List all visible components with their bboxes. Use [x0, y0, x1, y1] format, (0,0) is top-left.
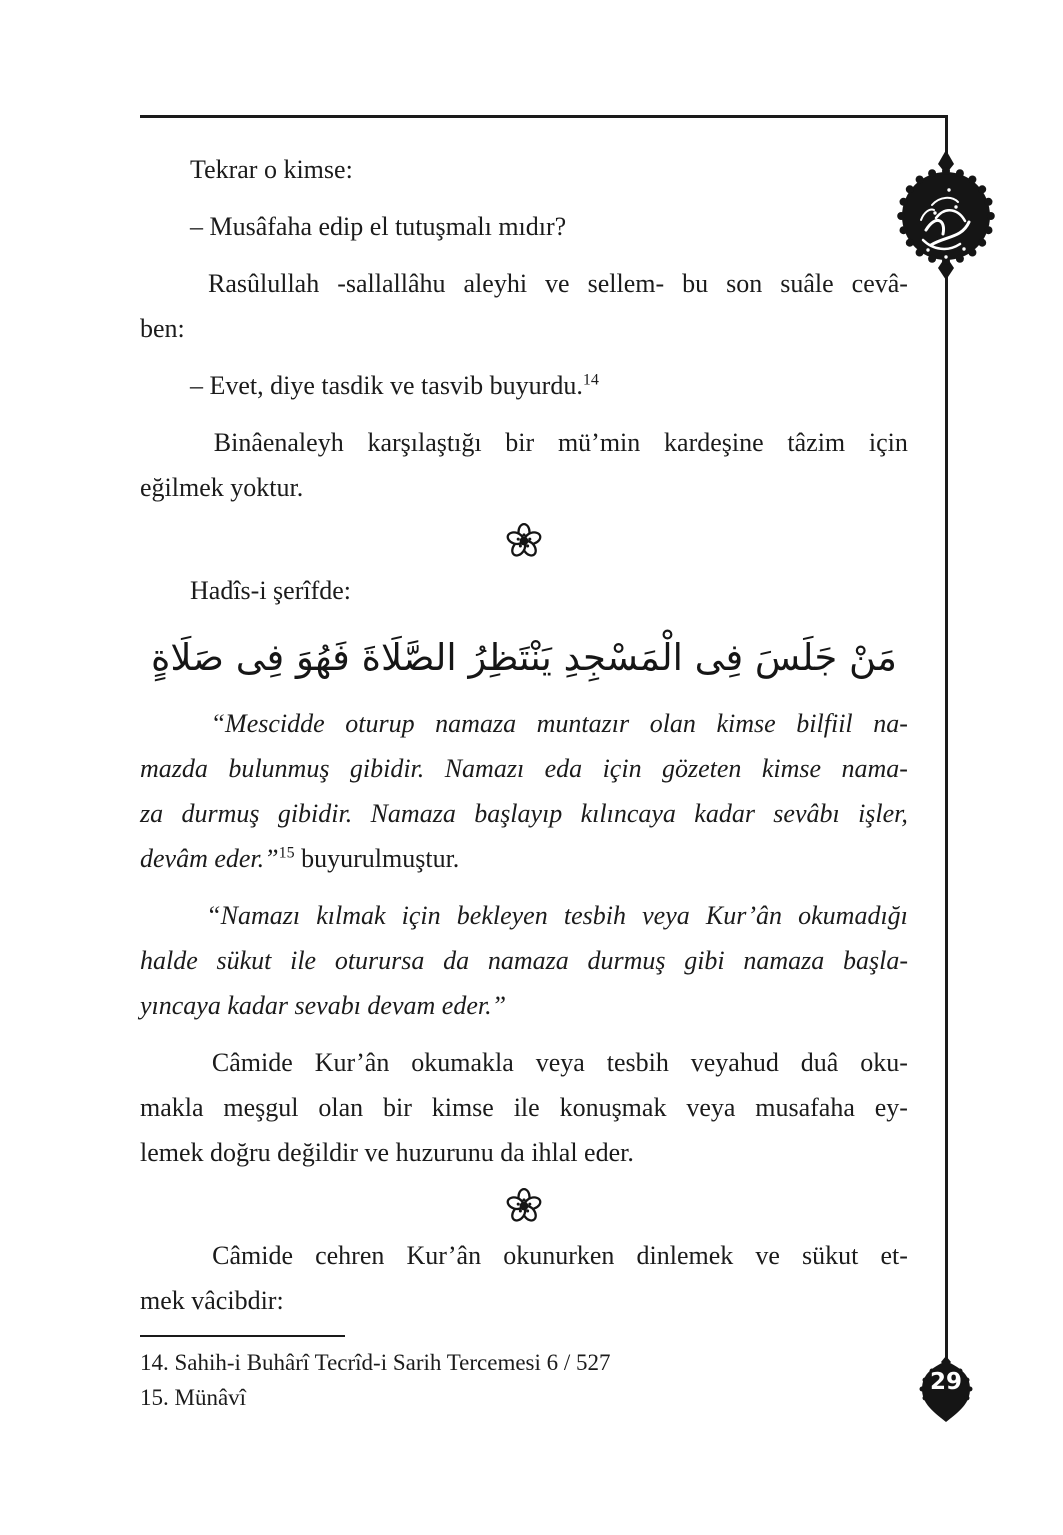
word: duâ [800, 1048, 839, 1077]
word: oturup [345, 709, 415, 738]
word: veya [686, 1093, 736, 1122]
word: eda [544, 754, 583, 783]
page-number-badge [917, 1356, 975, 1422]
word: “Mescidde [210, 709, 325, 738]
word: için [602, 754, 642, 783]
word: sükut [216, 946, 272, 975]
text-line [140, 746, 908, 791]
word: muntazır [536, 709, 630, 738]
word: Kur’ân [314, 1048, 390, 1077]
word: bilfiil [796, 709, 853, 738]
word: tâzim [787, 428, 846, 457]
word: bir [505, 428, 535, 457]
word: za [140, 799, 164, 828]
paragraph [140, 1040, 908, 1175]
text-column [140, 117, 908, 1415]
text-line: devâm eder.”$^{15}$ buyurulmuştur. [140, 844, 460, 873]
word: gibidir. [277, 799, 353, 828]
word: sevâbı [773, 799, 840, 828]
florette-icon [140, 522, 908, 560]
text-line [140, 938, 908, 983]
word: karşılaştığı [367, 428, 482, 457]
text-line: mek vâcibdir: [140, 1286, 284, 1315]
word: -sallallâhu [337, 269, 446, 298]
word: durmuş [587, 946, 666, 975]
word: konuşmak [559, 1093, 667, 1122]
word: cevâ- [851, 269, 908, 298]
word: kimse [431, 1093, 494, 1122]
text-line: eğilmek yoktur. [140, 473, 304, 502]
word: tesbih [606, 1048, 669, 1077]
word: et- [880, 1241, 908, 1270]
word: veyahud [690, 1048, 779, 1077]
text-line: – Musâfaha edip el tutuşmalı mıdır? [190, 212, 567, 241]
word: ile [290, 946, 317, 975]
paragraph [140, 1233, 908, 1323]
text-line [140, 1040, 908, 1085]
text-line [140, 1085, 908, 1130]
word: meşgul [223, 1093, 299, 1122]
paragraph [140, 147, 908, 192]
word: Kur’ân [705, 901, 782, 930]
word: ile [513, 1093, 540, 1122]
text-line [140, 893, 908, 938]
word: kılmak [316, 901, 386, 930]
paragraph [140, 568, 908, 613]
word: kimse [716, 709, 776, 738]
word: kimse [761, 754, 822, 783]
text-line [140, 791, 908, 836]
word: kadar [694, 799, 755, 828]
text-line: yıncaya kadar sevabı devam eder.” [140, 991, 507, 1020]
word: olan [649, 709, 696, 738]
word: namaza [487, 946, 569, 975]
text-line: lemek doğru değildir ve huzurunu da ihlal eder. [140, 1138, 634, 1167]
word: kardeşine [664, 428, 764, 457]
right-border-rule [945, 115, 948, 1365]
word: aleyhi [463, 269, 528, 298]
word: Rasûlullah [208, 269, 320, 298]
footnote-rule [140, 1335, 345, 1337]
word: durmuş [181, 799, 260, 828]
word: halde [140, 946, 198, 975]
footnote-line: 14. Sahih-i Buhârî Tecrîd-i Sarih Tercemesi 6 / 527 [140, 1350, 611, 1375]
word: na- [873, 709, 908, 738]
text-line: Hadîs-i şerîfde: [190, 576, 352, 605]
text-line [140, 261, 908, 306]
word: veya [535, 1048, 585, 1077]
word: Kur’ân [406, 1241, 482, 1270]
word: okunurken [503, 1241, 615, 1270]
text-line: – Evet, diye tasdik ve tasvib buyurdu.$^{14}$ [190, 371, 599, 400]
word: mü’min [557, 428, 641, 457]
word: sükut [802, 1241, 859, 1270]
word: namaza [743, 946, 825, 975]
paragraph [140, 701, 908, 881]
footnotes [140, 1335, 908, 1415]
word: tesbih [563, 901, 626, 930]
word: gözeten [662, 754, 742, 783]
word: sellem- [587, 269, 665, 298]
word: Binâenaleyh [213, 428, 344, 457]
word: işler, [858, 799, 908, 828]
footnote-ref: 14 [582, 371, 599, 389]
word: başlayıp [474, 799, 563, 828]
word: okumadığı [798, 901, 908, 930]
word: bu [682, 269, 709, 298]
word: mazda [140, 754, 208, 783]
word: namaza [435, 709, 517, 738]
florette-icon [140, 1187, 908, 1225]
word: başla- [842, 946, 908, 975]
word: bulunmuş [228, 754, 330, 783]
text-line [140, 1233, 908, 1278]
page-number: 29 [929, 1369, 962, 1395]
word: “Namazı [206, 901, 301, 930]
word: musafaha [755, 1093, 855, 1122]
word: oku- [860, 1048, 908, 1077]
footnote-ref: 15 [278, 844, 295, 862]
word: ey- [874, 1093, 908, 1122]
word: veya [642, 901, 690, 930]
text-line: ben: [140, 314, 185, 343]
word: suâle [780, 269, 834, 298]
word: oturursa [334, 946, 425, 975]
word: Câmide [211, 1048, 293, 1077]
text-line [140, 701, 908, 746]
word: olan [318, 1093, 364, 1122]
word: cehren [315, 1241, 385, 1270]
word: gibi [684, 946, 725, 975]
word: nama- [841, 754, 908, 783]
word: dinlemek [636, 1241, 734, 1270]
word: bekleyen [456, 901, 548, 930]
upright-text: buyurulmuştur. [301, 844, 460, 873]
paragraph [140, 261, 908, 351]
word: kılıncaya [580, 799, 676, 828]
word: makla [140, 1093, 204, 1122]
text-line [140, 420, 908, 465]
word: da [443, 946, 470, 975]
text-line: Tekrar o kimse: [190, 155, 353, 184]
word: Câmide [212, 1241, 293, 1270]
word: ve [545, 269, 570, 298]
word: okumakla [411, 1048, 514, 1077]
word: Namazı [444, 754, 525, 783]
word: son [726, 269, 763, 298]
arabic-hadith-line: مَنْ جَلَسَ فِى الْمَسْجِدِ يَنْتَظِرُ الصَّلَاةَ فَهُوَ فِى صَلَاةٍ [151, 635, 897, 679]
word: Namaza [370, 799, 456, 828]
word: için [868, 428, 908, 457]
paragraph [140, 363, 908, 408]
paragraph [140, 893, 908, 1028]
word: gibidir. [349, 754, 425, 783]
word: için [401, 901, 441, 930]
paragraph [140, 204, 908, 249]
word: ve [755, 1241, 780, 1270]
paragraph [140, 420, 908, 510]
word: bir [382, 1093, 412, 1122]
footnote-line: 15. Münâvî [140, 1385, 247, 1410]
